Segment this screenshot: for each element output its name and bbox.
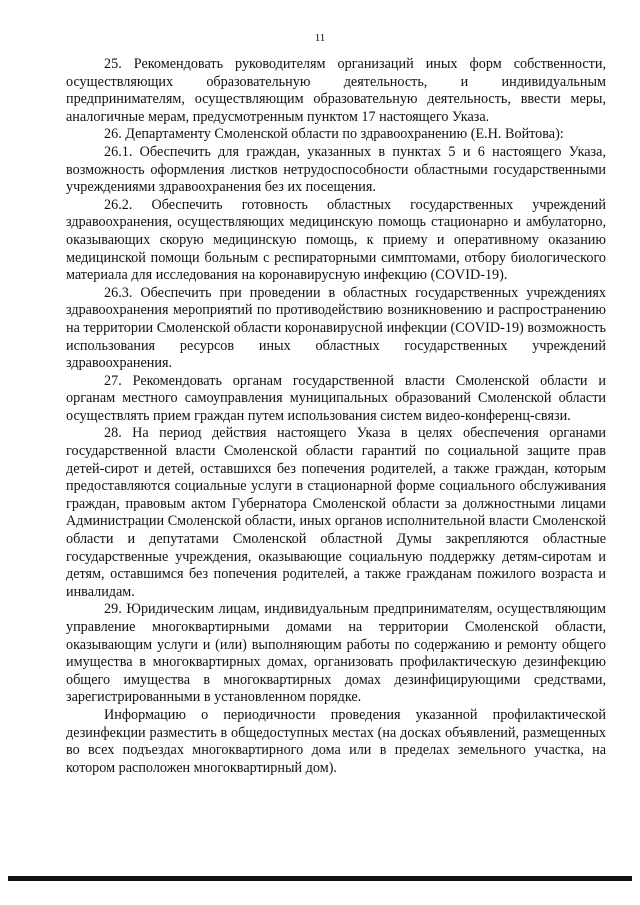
paragraph-25: 25. Рекомендовать руководителям организаций иных форм собственности, осуществляющих образовательную деятельность, и индивидуальным предпринимателям, осуществляющим образовательную деятельность, ввести меры, аналогичные мерам, предусмотренным пунктом 17 настоящего Указа.: [66, 56, 606, 125]
paragraph-26-2: 26.2. Обеспечить готовность областных государственных учреждений здравоохранения, осуществляющих медицинскую помощь стационарно и амбулаторно, оказывающих скорую медицинскую помощь, к приему и оперативному оказанию медицинской помощи больным с респираторными симптомами, отбору биологического материала для исследования на коронавирусную инфекцию (COVID-19).: [66, 196, 606, 284]
paragraph-26: 26. Департаменту Смоленской области по здравоохранению (Е.Н. Войтова):: [104, 126, 564, 143]
paragraph-29-info: Информацию о периодичности проведения указанной профилактической дезинфекции разместить в общедоступных местах (на досках объявлений, размещенных во всех подъездах многоквартирного дома или в пределах земельного участка, на котором расположен многоквартирный дом).: [66, 706, 606, 776]
bottom-rule: [8, 876, 632, 881]
paragraph-29: 29. Юридическим лицам, индивидуальным предпринимателям, осуществляющим управление многоквартирными домами на территории Смоленской области, оказывающим услуги и (или) выполняющим работы по содержанию и ремонту общего имущества в многоквартирных домах, организовать профилактическую дезинфекцию общего имущества в многоквартирных домах дезинфицирующими средствами, зарегистрированными в установленном порядке.: [66, 601, 606, 706]
paragraph-26-3: 26.3. Обеспечить при проведении в областных государственных учреждениях здравоохранения мероприятий по противодействию возникновению и распространению на территории Смоленской области коронавирусной инфекции (COVID-19) возможность использования ресурсов иных областных государственных учреждений здравоохранения.: [66, 284, 606, 372]
paragraph-26-1: 26.1. Обеспечить для граждан, указанных в пунктах 5 и 6 настоящего Указа, возможность оформления листков нетрудоспособности областными государственными учреждениями здравоохранения без их посещения.: [66, 143, 606, 196]
paragraph-27: 27. Рекомендовать органам государственной власти Смоленской области и органам местного самоуправления муниципальных образований Смоленской области осуществлять прием граждан путем использования систем видео-конференц-связи.: [66, 372, 606, 424]
page-number: 11: [314, 32, 326, 44]
document-body: [66, 56, 606, 777]
paragraph-28: 28. На период действия настоящего Указа в целях обеспечения органами государственной власти Смоленской области гарантий по социальной защите прав детей-сирот и детей, оставшихся без попечения родителей, а также граждан, которым предоставляются социальные услуги в стационарной форме социального обслуживания граждан, правовым актом Губернатора Смоленской области за должностными лицами Администрации Смоленской области, иных органов исполнительной власти Смоленской области и депутатами Смоленской областной Думы закрепляются областные государственные учреждения, оказывающие социальную поддержку детям-сиротам и детям, оставшимся без попечения родителей, а также гражданам пожилого возраста и инвалидам.: [66, 425, 606, 600]
